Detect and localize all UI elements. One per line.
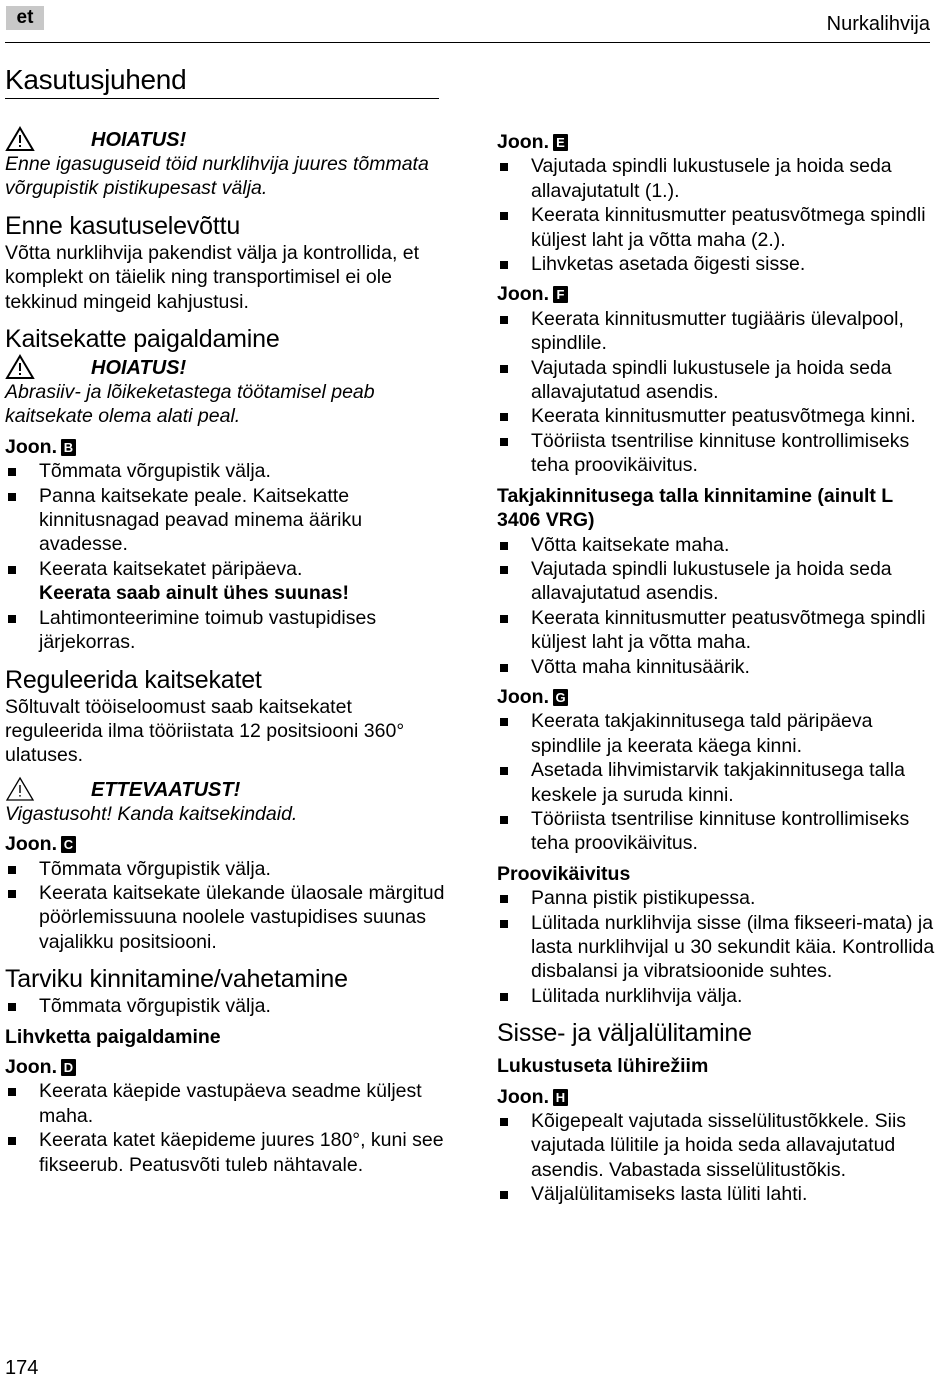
header-title: Nurkalihvija bbox=[826, 13, 930, 35]
warning-text: Abrasiiv- ja lõikeketastega töötamisel peab kaitsekate olema alati peal. bbox=[5, 381, 375, 428]
list-item: Võtta kaitsekate maha. bbox=[497, 533, 937, 557]
list-item: Asetada lihvimistarvik takjakinnitusega talla keskele ja suruda kinni. bbox=[497, 758, 937, 807]
warning-title: HOIATUS! bbox=[91, 357, 187, 380]
step-list bbox=[497, 533, 937, 679]
list-item: Tööriista tsentrilise kinnituse kontrollimiseks teha proovikäivitus. bbox=[497, 429, 937, 478]
caution-text: Vigastusoht! Kanda kaitsekindaid. bbox=[5, 802, 298, 825]
list-item: Väljalülitamiseks lasta lüliti lahti. bbox=[497, 1182, 937, 1206]
list-item: Vajutada spindli lukustusele ja hoida seda allavajutatud asendis. bbox=[497, 557, 937, 606]
figure-reference: Joon. H bbox=[497, 1085, 937, 1109]
step-list bbox=[497, 154, 937, 276]
list-item: Tõmmata võrgupistik välja. bbox=[5, 994, 445, 1018]
step-list bbox=[497, 1109, 937, 1207]
subsection-heading: Proovikäivitus bbox=[497, 862, 631, 885]
list-item: Keerata kinnitusmutter peatusvõtmega spindli küljest laht ja võtta maha. bbox=[497, 606, 937, 655]
list-item: Tõmmata võrgupistik välja. bbox=[5, 857, 445, 881]
caution-block bbox=[5, 776, 445, 826]
figure-reference: Joon. E bbox=[497, 130, 937, 154]
language-tag: et bbox=[6, 6, 44, 30]
figure-reference: Joon. B bbox=[5, 435, 445, 459]
list-item: Keerata kinnitusmutter tugiääris ülevalpool, spindlile. bbox=[497, 307, 937, 356]
list-item: Keerata kaitsekatet päripäeva. Keerata saab ainult ühes suunas! bbox=[5, 557, 445, 606]
page-number: 174 bbox=[5, 1357, 39, 1379]
list-item: Tööriista tsentrilise kinnituse kontrollimiseks teha proovikäivitus. bbox=[497, 807, 937, 856]
section-heading: Tarviku kinnitamine/vahetamine bbox=[5, 965, 348, 994]
section-heading: Kaitsekatte paigaldamine bbox=[5, 325, 280, 354]
warning-triangle-icon bbox=[5, 776, 35, 802]
list-item: Keerata katet käepideme juures 180°, kuni see fikseerub. Peatusvõti tuleb nähtavale. bbox=[5, 1128, 445, 1177]
figure-badge: D bbox=[61, 1059, 76, 1076]
page-title: Kasutusjuhend bbox=[5, 64, 439, 99]
list-item: Keerata takjakinnitusega tald päripäeva spindlile ja keerata käega kinni. bbox=[497, 709, 937, 758]
list-item: Võtta maha kinnitusäärik. bbox=[497, 655, 937, 679]
figure-badge: H bbox=[553, 1089, 568, 1106]
step-list bbox=[5, 994, 445, 1018]
list-item: Lülitada nurklihvija sisse (ilma fikseeri-mata) ja lasta nurklihvijal u 30 sekundit käia. Kontrollida disbalansi ja vibratsioonide suhtes. bbox=[497, 911, 937, 984]
list-item: Keerata kinnitusmutter peatusvõtmega spindli küljest laht ja võtta maha (2.). bbox=[497, 203, 937, 252]
paragraph: Võtta nurklihvija pakendist välja ja kontrollida, et komplekt on täielik ning transportimisel ei ole tekkinud mingeid kahjustusi. bbox=[5, 241, 420, 313]
list-item: Tõmmata võrgupistik välja. bbox=[5, 459, 445, 483]
section-heading: Sisse- ja väljalülitamine bbox=[497, 1019, 752, 1048]
step-list bbox=[5, 1079, 445, 1177]
list-item: Keerata käepide vastupäeva seadme küljest maha. bbox=[5, 1079, 445, 1128]
warning-triangle-icon bbox=[5, 354, 35, 380]
list-item: Vajutada spindli lukustusele ja hoida seda allavajutatult (1.). bbox=[497, 154, 937, 203]
header-divider bbox=[5, 42, 930, 43]
left-column bbox=[5, 126, 445, 1177]
figure-reference: Joon. F bbox=[497, 282, 937, 306]
figure-badge: G bbox=[553, 689, 568, 706]
warning-block bbox=[5, 126, 445, 201]
right-column bbox=[497, 126, 937, 1207]
list-item: Kõigepealt vajutada sisselülitustõkkele. Siis vajutada lülitile ja hoida seda allavajutatud asendis. Vabastada sisselülitustõkis. bbox=[497, 1109, 937, 1182]
warning-triangle-icon bbox=[5, 126, 35, 152]
warning-text: Enne igasuguseid töid nurklihvija juures tõmmata võrgupistik pistikupesast välja. bbox=[5, 153, 429, 200]
warning-title: HOIATUS! bbox=[91, 129, 187, 151]
list-item: Lahtimonteerimine toimub vastupidises järjekorras. bbox=[5, 606, 445, 655]
list-item: Lihvketas asetada õigesti sisse. bbox=[497, 252, 937, 276]
warning-block bbox=[5, 354, 445, 429]
figure-badge: C bbox=[61, 836, 76, 853]
step-list bbox=[5, 857, 445, 955]
paragraph: Sõltuvalt tööiseloomust saab kaitsekatet reguleerida ilma tööriistata 12 positsiooni 360° ulatuses. bbox=[5, 695, 405, 767]
list-item: Panna kaitsekate peale. Kaitsekatte kinnitusnagad peavad minema ääriku avadesse. bbox=[5, 484, 445, 557]
list-item: Keerata kinnitusmutter peatusvõtmega kinni. bbox=[497, 404, 937, 428]
figure-badge: E bbox=[553, 134, 568, 151]
step-list bbox=[497, 307, 937, 478]
subsection-heading: Lihvketta paigaldamine bbox=[5, 1025, 221, 1048]
subsection-heading: Takjakinnitusega talla kinnitamine (ainult L 3406 VRG) bbox=[497, 484, 893, 532]
caution-title: ETTEVAATUST! bbox=[91, 778, 241, 801]
section-heading: Reguleerida kaitsekatet bbox=[5, 665, 262, 694]
emphasis-note: Keerata saab ainult ühes suunas! bbox=[39, 582, 349, 605]
list-item: Keerata kaitsekate ülekande ülaosale märgitud pöörlemissuuna noolele vastupidises suunas vajalikku positsiooni. bbox=[5, 881, 445, 954]
list-item: Panna pistik pistikupessa. bbox=[497, 886, 937, 910]
figure-reference: Joon. D bbox=[5, 1055, 445, 1079]
list-item: Lülitada nurklihvija välja. bbox=[497, 984, 937, 1008]
step-list bbox=[497, 886, 937, 1008]
step-list bbox=[5, 459, 445, 654]
figure-badge: F bbox=[553, 286, 568, 303]
step-list bbox=[497, 709, 937, 855]
figure-reference: Joon. C bbox=[5, 832, 445, 856]
subsection-heading: Lukustuseta lühirežiim bbox=[497, 1055, 709, 1078]
section-heading: Enne kasutuselevõttu bbox=[5, 211, 241, 240]
figure-badge: B bbox=[61, 439, 76, 456]
list-item: Vajutada spindli lukustusele ja hoida seda allavajutatud asendis. bbox=[497, 356, 937, 405]
figure-reference: Joon. G bbox=[497, 685, 937, 709]
